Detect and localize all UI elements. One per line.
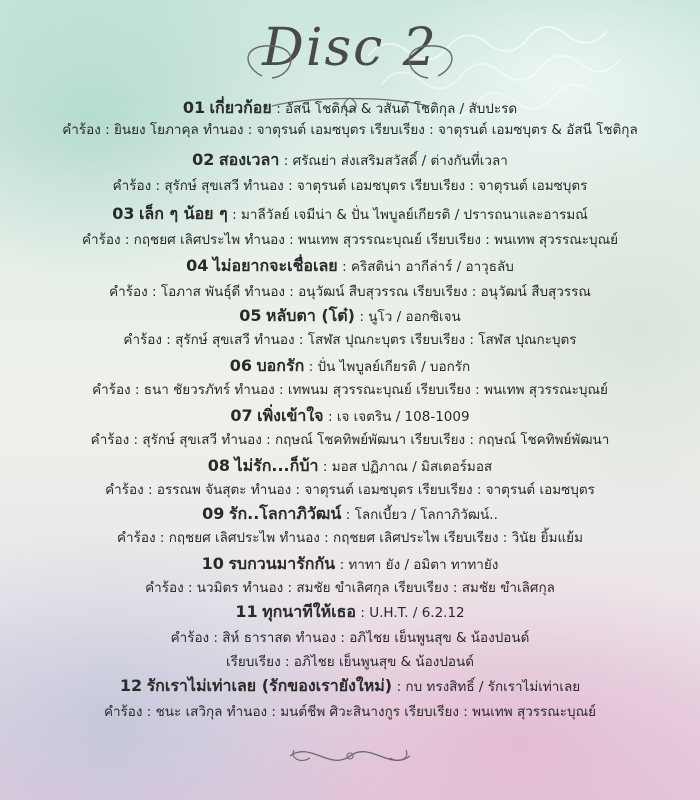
list-item	[0, 98, 700, 119]
track-credits: คำร้อง : สุรักษ์ สุขเสวี ทำนอง : โสฬส ปุณกะบุตร เรียบเรียง : โสฬส ปุณกะบุตร	[123, 332, 577, 348]
track-credits: คำร้อง : กฤชยศ เลิศประไพ ทำนอง : กฤชยศ เลิศประไพ เรียบเรียง : วินัย ยิ้มแย้ม	[117, 530, 583, 546]
track-credits: คำร้อง : นวมิตร ทำนอง : สมชัย ขำเลิศกุล เรียบเรียง : สมชัย ขำเลิศกุล	[145, 580, 555, 596]
track-title: บอกรัก	[256, 356, 305, 375]
track-title: รบกวนมารักกัน	[228, 554, 336, 573]
track-title: เล็ก ๆ น้อย ๆ	[138, 204, 228, 223]
track-number: 11	[235, 602, 258, 621]
track-title: เกี่ยวก้อย	[209, 98, 272, 117]
list-item	[0, 456, 700, 477]
track-credits: คำร้อง : สิห์ ธาราสด ทำนอง : อภิไชย เย็นพูนสุข & น้องปอนด์	[170, 630, 530, 646]
track-title: ทุกนาทีให้เธอ	[262, 602, 356, 621]
track-credits: คำร้อง : ธนา ชัยวรภัทร์ ทำนอง : เทพนม สุวรรณะบุณย์ เรียบเรียง : พนเทพ สุวรรณะบุณย์	[92, 382, 608, 398]
track-number: 08	[207, 456, 231, 475]
track-credits: คำร้อง : สุรักษ์ สุขเสวี ทำนอง : จาตุรนต์ เอมซบุตร เรียบเรียง : จาตุรนต์ เอมซบุตร	[112, 178, 588, 194]
list-item	[0, 306, 700, 327]
track-artist-album: : U.H.T. / 6.2.12	[360, 605, 465, 621]
track-credits-arranger: เรียบเรียง : อภิไชย เย็นพูนสุข & น้องปอนด์	[225, 654, 475, 670]
track-artist-album: : อัสนี โชติกุล & วสันต์ โชติกุล / สับปะรด	[276, 101, 518, 117]
track-title: รักเราไม่เท่าเลย (รักของเรายังใหม่)	[146, 676, 393, 695]
track-artist-album: : คริสติน่า อากีล่าร์ / อาวุธลับ	[342, 259, 514, 275]
track-artist-album: : โลกเบี้ยว / โลกาภิวัฒน์..	[345, 507, 498, 523]
track-artist-album: : มาลีวัลย์ เจมีน่า & ปั่น ไพบูลย์เกียรติ / ปรารถนาและอารมณ์	[232, 207, 588, 223]
list-item	[0, 676, 700, 697]
track-number: 10	[201, 554, 224, 573]
track-number: 01	[182, 98, 206, 117]
track-number: 03	[112, 204, 135, 223]
list-item	[0, 554, 700, 575]
track-credits: คำร้อง : ยินยง โยภาคุล ทำนอง : จาตุรนต์ เอมซบุตร เรียบเรียง : จาตุรนต์ เอมซบุตร & อัสนี โชติกุล	[62, 122, 638, 138]
title-block	[0, 18, 700, 78]
track-credits: คำร้อง : โอภาส พันธุ์ดี ทำนอง : อนุวัฒน์ สืบสุวรรณ เรียบเรียง : อนุวัฒน์ สืบสุวรรณ	[109, 284, 591, 300]
track-number: 06	[229, 356, 253, 375]
list-item	[0, 356, 700, 377]
list-item	[0, 406, 700, 427]
list-item	[0, 504, 700, 525]
track-artist-album: : นูโว / ออกซิเจน	[359, 309, 461, 325]
track-number: 04	[186, 256, 209, 275]
track-artist-album: : เจ เจตริน / 108-1009	[328, 409, 470, 425]
list-item	[0, 256, 700, 277]
track-title: หลับตา (โต๋)	[265, 306, 355, 325]
track-number: 02	[192, 150, 215, 169]
track-credits: คำร้อง : อรรณพ จันสุตะ ทำนอง : จาตุรนต์ เอมซบุตร เรียบเรียง : จาตุรนต์ เอมซบุตร	[105, 482, 595, 498]
track-number: 12	[119, 676, 143, 695]
track-title: รัก..โลกาภิวัฒน์	[228, 504, 342, 523]
list-item	[0, 204, 700, 225]
track-artist-album: : ทาทา ยัง / อมิตา ทาทายัง	[339, 557, 499, 573]
track-credits: คำร้อง : กฤชยศ เลิศประไพ ทำนอง : พนเทพ สุวรรณะบุณย์ เรียบเรียง : พนเทพ สุวรรณะบุณย์	[81, 232, 619, 248]
track-artist-album: : มอส ปฏิภาณ / มิสเตอร์มอส	[322, 459, 493, 475]
track-number: 05	[239, 306, 262, 325]
track-title: ไม่รัก...ก็บ้า	[234, 456, 319, 475]
track-artist-album: : ปั่น ไพบูลย์เกียรติ / บอกรัก	[308, 359, 471, 375]
page-title: Disc 2	[262, 18, 438, 78]
track-artist-album: : ศรัณย่า ส่งเสริมสวัสดิ์ / ต่างกันที่เวลา	[283, 153, 508, 169]
track-credits: คำร้อง : ชนะ เสวิกุล ทำนอง : มนต์ชีพ ศิวะสินางกูร เรียบเรียง : พนเทพ สุวรรณะบุณย์	[103, 704, 597, 720]
list-item	[0, 602, 700, 623]
bottom-flourish-icon	[280, 736, 420, 776]
track-number: 09	[202, 504, 225, 523]
track-credits: คำร้อง : สุรักษ์ สุขเสวี ทำนอง : กฤษณ์ โชคทิพย์พัฒนา เรียบเรียง : กฤษณ์ โชคทิพย์พัฒนา	[90, 432, 610, 448]
track-title: เพิ่งเข้าใจ	[257, 406, 324, 425]
track-title: ไม่อยากจะเชื่อเลย	[212, 256, 338, 275]
track-artist-album: : กบ ทรงสิทธิ์ / รักเราไม่เท่าเลย	[396, 679, 581, 695]
list-item	[0, 150, 700, 171]
track-title: สองเวลา	[218, 150, 280, 169]
track-number: 07	[230, 406, 253, 425]
